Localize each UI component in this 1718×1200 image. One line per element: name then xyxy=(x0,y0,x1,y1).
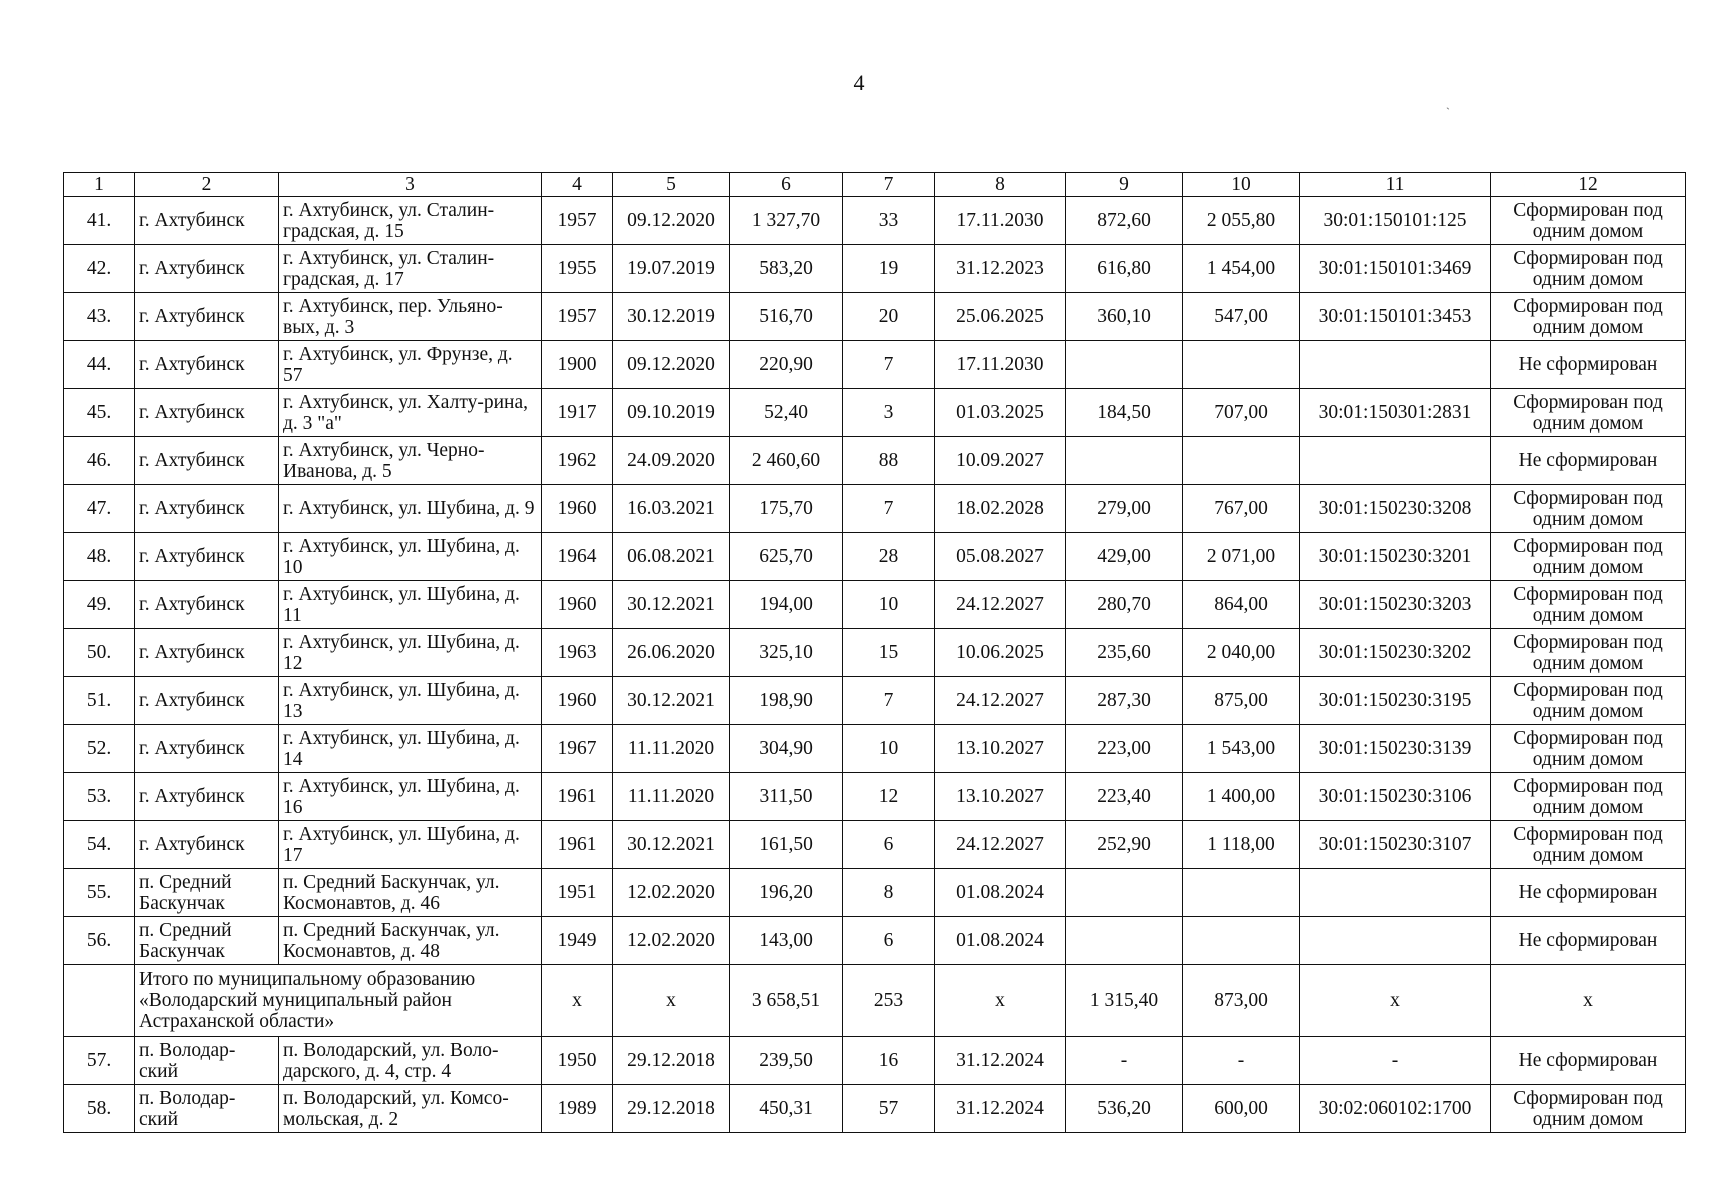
address-cell: г. Ахтубинск, ул. Шубина, д. 10 xyxy=(279,533,542,581)
address-cell: г. Ахтубинск, ул. Фрунзе, д. 57 xyxy=(279,341,542,389)
date-cell: 06.08.2021 xyxy=(613,533,730,581)
table-row xyxy=(64,437,1686,485)
deadline-cell: 31.12.2024 xyxy=(935,1037,1066,1085)
area-cell: 175,70 xyxy=(730,485,843,533)
total-c9-cell: 1 315,40 xyxy=(1066,965,1183,1037)
deadline-cell: 10.09.2027 xyxy=(935,437,1066,485)
year-built-cell: 1957 xyxy=(542,197,613,245)
value-cell: 1 543,00 xyxy=(1183,725,1300,773)
row-number: 53. xyxy=(64,773,135,821)
land-area-cell: 360,10 xyxy=(1066,293,1183,341)
total-area-cell: 3 658,51 xyxy=(730,965,843,1037)
area-cell: 196,20 xyxy=(730,869,843,917)
year-built-cell: 1961 xyxy=(542,773,613,821)
area-cell: 194,00 xyxy=(730,581,843,629)
locality-cell: г. Ахтубинск xyxy=(135,341,279,389)
row-number: 48. xyxy=(64,533,135,581)
row-number: 47. xyxy=(64,485,135,533)
status-cell: Сформирован под одним домом xyxy=(1491,581,1686,629)
date-cell: 16.03.2021 xyxy=(613,485,730,533)
cadastral-number-cell: 30:01:150230:3203 xyxy=(1300,581,1491,629)
year-built-cell: 1957 xyxy=(542,293,613,341)
address-cell: г. Ахтубинск, ул. Черно-Иванова, д. 5 xyxy=(279,437,542,485)
land-area-cell xyxy=(1066,437,1183,485)
table-row xyxy=(64,293,1686,341)
residents-cell: 33 xyxy=(843,197,935,245)
column-header: 11 xyxy=(1300,173,1491,197)
land-area-cell: 536,20 xyxy=(1066,1085,1183,1133)
column-header: 3 xyxy=(279,173,542,197)
area-cell: 583,20 xyxy=(730,245,843,293)
locality-cell: г. Ахтубинск xyxy=(135,725,279,773)
status-cell: Не сформирован xyxy=(1491,437,1686,485)
land-area-cell: 280,70 xyxy=(1066,581,1183,629)
row-number: 55. xyxy=(64,869,135,917)
residents-cell: 28 xyxy=(843,533,935,581)
land-area-cell: 252,90 xyxy=(1066,821,1183,869)
row-number: 52. xyxy=(64,725,135,773)
year-built-cell: 1964 xyxy=(542,533,613,581)
land-area-cell: - xyxy=(1066,1037,1183,1085)
column-number-row xyxy=(64,173,1686,197)
total-status-cell: х xyxy=(1491,965,1686,1037)
row-number: 44. xyxy=(64,341,135,389)
locality-cell: г. Ахтубинск xyxy=(135,437,279,485)
row-number: 42. xyxy=(64,245,135,293)
column-header: 8 xyxy=(935,173,1066,197)
residents-cell: 20 xyxy=(843,293,935,341)
land-area-cell: 279,00 xyxy=(1066,485,1183,533)
table-row xyxy=(64,1037,1686,1085)
status-cell: Сформирован под одним домом xyxy=(1491,773,1686,821)
address-cell: г. Ахтубинск, пер. Ульяно-вых, д. 3 xyxy=(279,293,542,341)
address-cell: п. Средний Баскунчак, ул. Космонавтов, д. 46 xyxy=(279,869,542,917)
total-deadline-cell: х xyxy=(935,965,1066,1037)
land-area-cell: 223,40 xyxy=(1066,773,1183,821)
value-cell xyxy=(1183,437,1300,485)
table-row xyxy=(64,917,1686,965)
cadastral-number-cell: 30:01:150230:3201 xyxy=(1300,533,1491,581)
date-cell: 11.11.2020 xyxy=(613,773,730,821)
row-number xyxy=(64,965,135,1037)
date-cell: 26.06.2020 xyxy=(613,629,730,677)
table-row xyxy=(64,389,1686,437)
cadastral-number-cell xyxy=(1300,869,1491,917)
status-cell: Сформирован под одним домом xyxy=(1491,821,1686,869)
row-number: 46. xyxy=(64,437,135,485)
cadastral-number-cell: 30:01:150101:3453 xyxy=(1300,293,1491,341)
year-built-cell: 1955 xyxy=(542,245,613,293)
land-area-cell: 429,00 xyxy=(1066,533,1183,581)
year-built-cell: 1962 xyxy=(542,437,613,485)
row-number: 45. xyxy=(64,389,135,437)
land-area-cell: 184,50 xyxy=(1066,389,1183,437)
row-number: 54. xyxy=(64,821,135,869)
status-cell: Сформирован под одним домом xyxy=(1491,725,1686,773)
row-number: 41. xyxy=(64,197,135,245)
deadline-cell: 31.12.2023 xyxy=(935,245,1066,293)
total-cadastral-cell: х xyxy=(1300,965,1491,1037)
deadline-cell: 10.06.2025 xyxy=(935,629,1066,677)
date-cell: 12.02.2020 xyxy=(613,917,730,965)
status-cell: Не сформирован xyxy=(1491,341,1686,389)
status-cell: Сформирован под одним домом xyxy=(1491,389,1686,437)
year-built-cell: 1967 xyxy=(542,725,613,773)
status-cell: Сформирован под одним домом xyxy=(1491,677,1686,725)
land-area-cell: 616,80 xyxy=(1066,245,1183,293)
date-cell: 30.12.2021 xyxy=(613,821,730,869)
cadastral-number-cell: 30:01:150230:3195 xyxy=(1300,677,1491,725)
locality-cell: г. Ахтубинск xyxy=(135,485,279,533)
table-row xyxy=(64,485,1686,533)
address-cell: г. Ахтубинск, ул. Шубина, д. 16 xyxy=(279,773,542,821)
year-built-cell: 1960 xyxy=(542,485,613,533)
land-area-cell: 235,60 xyxy=(1066,629,1183,677)
address-cell: г. Ахтубинск, ул. Шубина, д. 17 xyxy=(279,821,542,869)
residents-cell: 7 xyxy=(843,485,935,533)
value-cell xyxy=(1183,341,1300,389)
row-number: 57. xyxy=(64,1037,135,1085)
cadastral-number-cell: 30:01:150101:125 xyxy=(1300,197,1491,245)
page-number: 4 xyxy=(853,70,865,95)
residents-cell: 15 xyxy=(843,629,935,677)
year-built-cell: 1960 xyxy=(542,677,613,725)
area-cell: 143,00 xyxy=(730,917,843,965)
status-cell: Сформирован под одним домом xyxy=(1491,629,1686,677)
residents-cell: 7 xyxy=(843,341,935,389)
total-row xyxy=(64,965,1686,1037)
address-cell: г. Ахтубинск, ул. Шубина, д. 11 xyxy=(279,581,542,629)
date-cell: 11.11.2020 xyxy=(613,725,730,773)
column-header: 7 xyxy=(843,173,935,197)
year-built-cell: 1989 xyxy=(542,1085,613,1133)
deadline-cell: 24.12.2027 xyxy=(935,677,1066,725)
area-cell: 450,31 xyxy=(730,1085,843,1133)
residents-cell: 8 xyxy=(843,869,935,917)
locality-cell: п. Средний Баскунчак xyxy=(135,917,279,965)
cadastral-number-cell: - xyxy=(1300,1037,1491,1085)
cadastral-number-cell: 30:01:150230:3139 xyxy=(1300,725,1491,773)
locality-cell: г. Ахтубинск xyxy=(135,389,279,437)
address-cell: г. Ахтубинск, ул. Шубина, д. 13 xyxy=(279,677,542,725)
total-c10-cell: 873,00 xyxy=(1183,965,1300,1037)
address-cell: г. Ахтубинск, ул. Сталин-градская, д. 15 xyxy=(279,197,542,245)
table-row xyxy=(64,197,1686,245)
residents-cell: 6 xyxy=(843,917,935,965)
cadastral-number-cell: 30:01:150230:3106 xyxy=(1300,773,1491,821)
value-cell: 2 055,80 xyxy=(1183,197,1300,245)
date-cell: 19.07.2019 xyxy=(613,245,730,293)
address-cell: п. Володарский, ул. Комсо-мольская, д. 2 xyxy=(279,1085,542,1133)
area-cell: 161,50 xyxy=(730,821,843,869)
table-row xyxy=(64,341,1686,389)
value-cell: 864,00 xyxy=(1183,581,1300,629)
residents-cell: 19 xyxy=(843,245,935,293)
land-area-cell: 287,30 xyxy=(1066,677,1183,725)
locality-cell: г. Ахтубинск xyxy=(135,629,279,677)
residents-cell: 7 xyxy=(843,677,935,725)
land-area-cell xyxy=(1066,869,1183,917)
cadastral-number-cell: 30:02:060102:1700 xyxy=(1300,1085,1491,1133)
deadline-cell: 05.08.2027 xyxy=(935,533,1066,581)
total-label: Итого по муниципальному образованию «Володарский муниципальный район Астраханской области» xyxy=(135,965,542,1037)
cadastral-number-cell: 30:01:150301:2831 xyxy=(1300,389,1491,437)
area-cell: 304,90 xyxy=(730,725,843,773)
locality-cell: п. Володар-ский xyxy=(135,1037,279,1085)
value-cell: 547,00 xyxy=(1183,293,1300,341)
column-header: 12 xyxy=(1491,173,1686,197)
year-built-cell: 1961 xyxy=(542,821,613,869)
residents-cell: 12 xyxy=(843,773,935,821)
row-number: 43. xyxy=(64,293,135,341)
value-cell: 707,00 xyxy=(1183,389,1300,437)
row-number: 58. xyxy=(64,1085,135,1133)
table-row xyxy=(64,869,1686,917)
year-built-cell: 1951 xyxy=(542,869,613,917)
deadline-cell: 25.06.2025 xyxy=(935,293,1066,341)
land-area-cell: 223,00 xyxy=(1066,725,1183,773)
area-cell: 516,70 xyxy=(730,293,843,341)
value-cell: 2 040,00 xyxy=(1183,629,1300,677)
row-number: 50. xyxy=(64,629,135,677)
year-built-cell: 1950 xyxy=(542,1037,613,1085)
column-header: 5 xyxy=(613,173,730,197)
locality-cell: г. Ахтубинск xyxy=(135,773,279,821)
land-area-cell: 872,60 xyxy=(1066,197,1183,245)
value-cell xyxy=(1183,917,1300,965)
residents-cell: 88 xyxy=(843,437,935,485)
area-cell: 239,50 xyxy=(730,1037,843,1085)
deadline-cell: 31.12.2024 xyxy=(935,1085,1066,1133)
status-cell: Сформирован под одним домом xyxy=(1491,293,1686,341)
locality-cell: г. Ахтубинск xyxy=(135,533,279,581)
status-cell: Не сформирован xyxy=(1491,869,1686,917)
status-cell: Сформирован под одним домом xyxy=(1491,245,1686,293)
cadastral-number-cell: 30:01:150230:3202 xyxy=(1300,629,1491,677)
table-row xyxy=(64,821,1686,869)
column-header: 9 xyxy=(1066,173,1183,197)
area-cell: 220,90 xyxy=(730,341,843,389)
deadline-cell: 01.03.2025 xyxy=(935,389,1066,437)
status-cell: Сформирован под одним домом xyxy=(1491,485,1686,533)
deadline-cell: 17.11.2030 xyxy=(935,341,1066,389)
column-header: 10 xyxy=(1183,173,1300,197)
total-date-cell: х xyxy=(613,965,730,1037)
land-area-cell xyxy=(1066,341,1183,389)
scan-mark: ˏ xyxy=(1446,96,1450,110)
table-row xyxy=(64,677,1686,725)
area-cell: 311,50 xyxy=(730,773,843,821)
year-built-cell: 1917 xyxy=(542,389,613,437)
total-residents-cell: 253 xyxy=(843,965,935,1037)
residents-cell: 6 xyxy=(843,821,935,869)
address-cell: г. Ахтубинск, ул. Шубина, д. 12 xyxy=(279,629,542,677)
date-cell: 30.12.2021 xyxy=(613,677,730,725)
value-cell: 1 454,00 xyxy=(1183,245,1300,293)
housing-registry-table xyxy=(63,172,1686,1133)
status-cell: Не сформирован xyxy=(1491,1037,1686,1085)
date-cell: 09.10.2019 xyxy=(613,389,730,437)
area-cell: 625,70 xyxy=(730,533,843,581)
value-cell: 1 118,00 xyxy=(1183,821,1300,869)
table-row xyxy=(64,533,1686,581)
cadastral-number-cell xyxy=(1300,341,1491,389)
table-row xyxy=(64,773,1686,821)
row-number: 49. xyxy=(64,581,135,629)
cadastral-number-cell: 30:01:150230:3107 xyxy=(1300,821,1491,869)
locality-cell: г. Ахтубинск xyxy=(135,197,279,245)
area-cell: 325,10 xyxy=(730,629,843,677)
cadastral-number-cell xyxy=(1300,917,1491,965)
table-row xyxy=(64,629,1686,677)
locality-cell: г. Ахтубинск xyxy=(135,245,279,293)
cadastral-number-cell: 30:01:150230:3208 xyxy=(1300,485,1491,533)
deadline-cell: 13.10.2027 xyxy=(935,725,1066,773)
cadastral-number-cell xyxy=(1300,437,1491,485)
column-header: 1 xyxy=(64,173,135,197)
date-cell: 12.02.2020 xyxy=(613,869,730,917)
status-cell: Сформирован под одним домом xyxy=(1491,197,1686,245)
area-cell: 52,40 xyxy=(730,389,843,437)
deadline-cell: 24.12.2027 xyxy=(935,581,1066,629)
column-header: 6 xyxy=(730,173,843,197)
residents-cell: 16 xyxy=(843,1037,935,1085)
table-row xyxy=(64,581,1686,629)
date-cell: 30.12.2021 xyxy=(613,581,730,629)
locality-cell: п. Средний Баскунчак xyxy=(135,869,279,917)
row-number: 51. xyxy=(64,677,135,725)
year-built-cell: 1963 xyxy=(542,629,613,677)
area-cell: 198,90 xyxy=(730,677,843,725)
locality-cell: г. Ахтубинск xyxy=(135,677,279,725)
locality-cell: п. Володар-ский xyxy=(135,1085,279,1133)
status-cell: Сформирован под одним домом xyxy=(1491,1085,1686,1133)
area-cell: 1 327,70 xyxy=(730,197,843,245)
date-cell: 09.12.2020 xyxy=(613,197,730,245)
value-cell xyxy=(1183,869,1300,917)
year-built-cell: 1949 xyxy=(542,917,613,965)
table-row xyxy=(64,725,1686,773)
column-header: 4 xyxy=(542,173,613,197)
status-cell: Не сформирован xyxy=(1491,917,1686,965)
residents-cell: 10 xyxy=(843,725,935,773)
address-cell: г. Ахтубинск, ул. Сталин-градская, д. 17 xyxy=(279,245,542,293)
locality-cell: г. Ахтубинск xyxy=(135,581,279,629)
area-cell: 2 460,60 xyxy=(730,437,843,485)
deadline-cell: 17.11.2030 xyxy=(935,197,1066,245)
value-cell: 767,00 xyxy=(1183,485,1300,533)
year-built-cell: 1900 xyxy=(542,341,613,389)
value-cell: 875,00 xyxy=(1183,677,1300,725)
locality-cell: г. Ахтубинск xyxy=(135,293,279,341)
address-cell: п. Средний Баскунчак, ул. Космонавтов, д. 48 xyxy=(279,917,542,965)
address-cell: п. Володарский, ул. Воло-дарского, д. 4, стр. 4 xyxy=(279,1037,542,1085)
residents-cell: 3 xyxy=(843,389,935,437)
status-cell: Сформирован под одним домом xyxy=(1491,533,1686,581)
year-built-cell: 1960 xyxy=(542,581,613,629)
address-cell: г. Ахтубинск, ул. Шубина, д. 9 xyxy=(279,485,542,533)
address-cell: г. Ахтубинск, ул. Шубина, д. 14 xyxy=(279,725,542,773)
table-row xyxy=(64,1085,1686,1133)
cadastral-number-cell: 30:01:150101:3469 xyxy=(1300,245,1491,293)
date-cell: 29.12.2018 xyxy=(613,1037,730,1085)
date-cell: 24.09.2020 xyxy=(613,437,730,485)
deadline-cell: 01.08.2024 xyxy=(935,917,1066,965)
deadline-cell: 13.10.2027 xyxy=(935,773,1066,821)
column-header: 2 xyxy=(135,173,279,197)
value-cell: 1 400,00 xyxy=(1183,773,1300,821)
value-cell: 600,00 xyxy=(1183,1085,1300,1133)
table-row xyxy=(64,245,1686,293)
deadline-cell: 01.08.2024 xyxy=(935,869,1066,917)
locality-cell: г. Ахтубинск xyxy=(135,821,279,869)
land-area-cell xyxy=(1066,917,1183,965)
residents-cell: 10 xyxy=(843,581,935,629)
date-cell: 09.12.2020 xyxy=(613,341,730,389)
date-cell: 30.12.2019 xyxy=(613,293,730,341)
address-cell: г. Ахтубинск, ул. Халту-рина, д. 3 "а" xyxy=(279,389,542,437)
total-year-cell: х xyxy=(542,965,613,1037)
residents-cell: 57 xyxy=(843,1085,935,1133)
row-number: 56. xyxy=(64,917,135,965)
value-cell: - xyxy=(1183,1037,1300,1085)
deadline-cell: 24.12.2027 xyxy=(935,821,1066,869)
deadline-cell: 18.02.2028 xyxy=(935,485,1066,533)
date-cell: 29.12.2018 xyxy=(613,1085,730,1133)
value-cell: 2 071,00 xyxy=(1183,533,1300,581)
